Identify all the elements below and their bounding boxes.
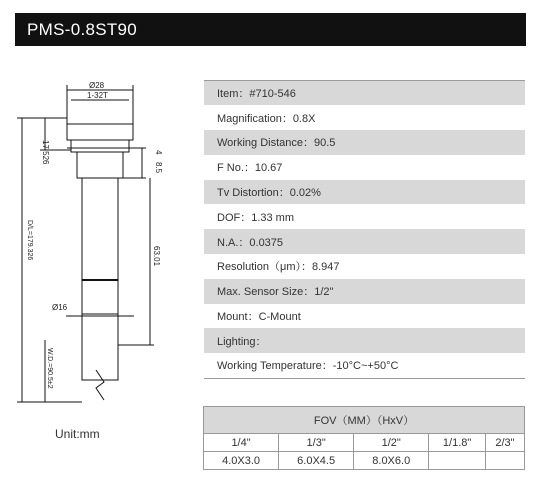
spec-max-sensor: Max. Sensor Size：1/2" <box>204 279 525 304</box>
fov-value-cell: 6.0X4.5 <box>279 452 354 470</box>
fov-header-cell: 1/2" <box>354 434 429 452</box>
spec-item: Item：#710-546 <box>204 81 525 106</box>
dim-6301: 63.01 <box>152 246 161 267</box>
lens-top-flange <box>67 124 133 140</box>
spec-f-no: F No.：10.67 <box>204 155 525 180</box>
lens-ring <box>71 140 129 152</box>
spec-mount: Mount：C-Mount <box>204 304 525 329</box>
dim-dia-bottom: Ø16 <box>52 303 68 312</box>
dim-dia-top: Ø28 <box>89 81 105 90</box>
fov-header-cell: 1/1.8" <box>429 434 486 452</box>
spec-dof: DOF：1.33 mm <box>204 204 525 229</box>
dim-total: D/L=179.326 <box>26 220 33 261</box>
fov-title: FOV（MM）（HxV） <box>204 407 525 434</box>
unit-label: Unit:mm <box>55 427 100 441</box>
fov-header-cell: 1/4" <box>204 434 279 452</box>
spec-magnification: Magnification：0.8X <box>204 105 525 130</box>
fov-value-cell <box>429 452 486 470</box>
spec-tv-distortion: Tv Distortion：0.02% <box>204 180 525 205</box>
dim-4: 4 <box>154 150 163 155</box>
fov-value-cell <box>485 452 524 470</box>
spec-na: N.A.：0.0375 <box>204 229 525 254</box>
spec-working-temperature: Working Temperature：-10°C~+50°C <box>204 353 525 378</box>
fov-header-cell: 2/3" <box>485 434 524 452</box>
lens-collar <box>77 152 123 178</box>
dim-85: 8.5 <box>154 162 163 174</box>
dim-wd: W.D.=90.5±2 <box>46 348 53 389</box>
page-title: PMS-0.8ST90 <box>15 13 526 46</box>
fov-header-cell: 1/3" <box>279 434 354 452</box>
spec-resolution: Resolution（μm）：8.947 <box>204 254 525 279</box>
spec-table <box>204 80 525 379</box>
dim-thread: 1-32T <box>87 91 108 100</box>
fov-table <box>203 406 525 470</box>
fov-value-cell: 8.0X6.0 <box>354 452 429 470</box>
spec-working-distance: Working Distance：90.5 <box>204 130 525 155</box>
lens-drawing <box>0 70 200 420</box>
spec-lighting: Lighting： <box>204 328 525 353</box>
dim-17526: 17.526 <box>41 140 50 165</box>
fov-value-cell: 4.0X3.0 <box>204 452 279 470</box>
